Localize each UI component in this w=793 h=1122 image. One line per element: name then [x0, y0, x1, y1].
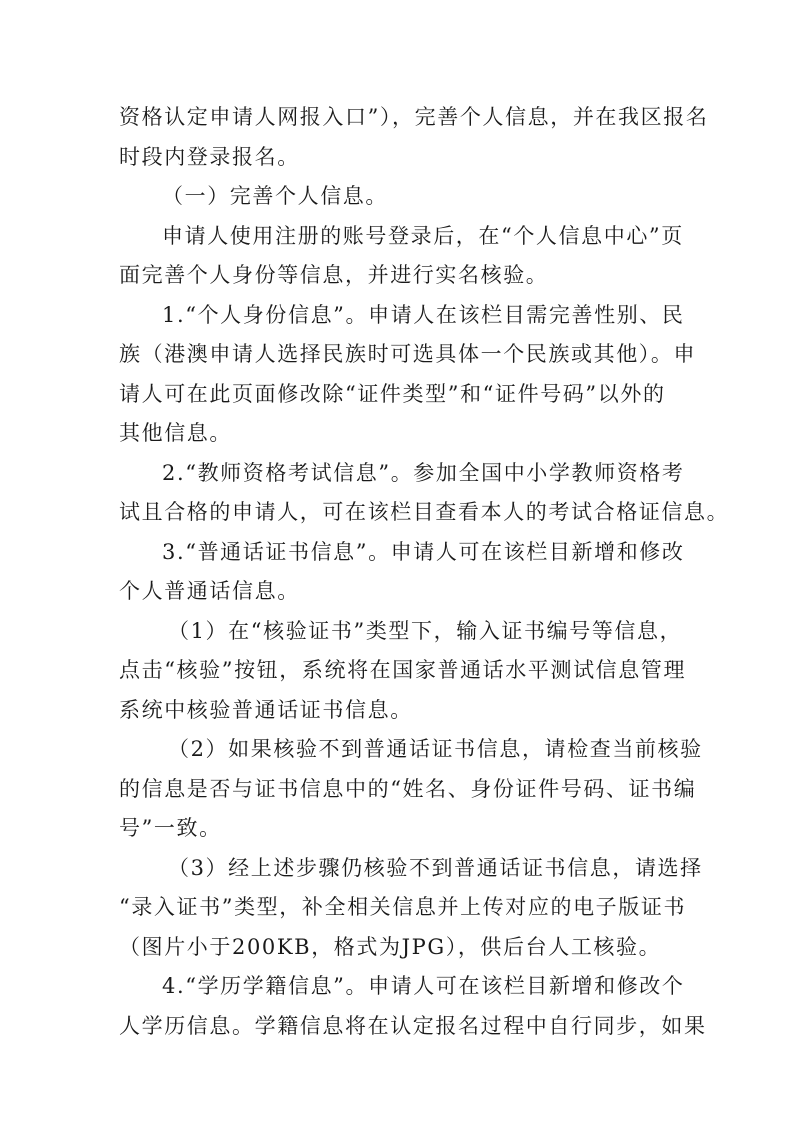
- list-item-text: 2.“教师资格考试信息”。参加全国中小学教师资格考: [162, 461, 685, 485]
- body-text-line: 点击“核验”按钮，系统将在国家普通话水平测试信息管理: [119, 658, 687, 682]
- body-text-line: 系统中核验普通话证书信息。: [119, 698, 413, 722]
- list-item-text: 1.“个人身份信息”。申请人在该栏目需完善性别、民: [162, 303, 685, 327]
- list-item-text: 3.“普通话证书信息”。申请人可在该栏目新增和修改: [162, 540, 685, 564]
- section-heading: （一）完善个人信息。: [162, 184, 388, 208]
- body-text-line: 其他信息。: [119, 421, 232, 445]
- body-text-line: 时段内登录报名。: [119, 145, 300, 169]
- body-text-line: 号”一致。: [119, 816, 222, 840]
- body-text-line: 资格认定申请人网报入口”），完善个人信息，并在我区报名: [119, 105, 709, 129]
- body-text-line: 申请人使用注册的账号登录后，在“个人信息中心”页: [162, 224, 684, 248]
- body-text-line: 请人可在此页面修改除“证件类型”和“证件号码”以外的: [119, 382, 666, 406]
- body-text-line: 个人普通话信息。: [119, 579, 300, 603]
- body-text-line: 族（港澳申请人选择民族时可选具体一个民族或其他）。申: [119, 342, 697, 366]
- body-text-line: 的信息是否与证书信息中的“姓名、身份证件号码、证书编: [119, 777, 697, 801]
- body-text-line: 试且合格的申请人，可在该栏目查看本人的考试合格证信息。: [119, 500, 730, 524]
- body-text-line: （图片小于200KB，格式为JPG），供后台人工核验。: [119, 935, 662, 959]
- body-text-line: “录入证书”类型，补全相关信息并上传对应的电子版证书: [119, 895, 687, 919]
- list-item-text: 4.“学历学籍信息”。申请人可在该栏目新增和修改个: [162, 974, 685, 998]
- sub-item-text: （2）如果核验不到普通话证书信息，请检查当前核验: [168, 737, 703, 761]
- sub-item-text: （1）在“核验证书”类型下，输入证书编号等信息，: [168, 619, 683, 643]
- sub-item-text: （3）经上述步骤仍核验不到普通话证书信息，请选择: [168, 856, 703, 880]
- body-text-line: 面完善个人身份等信息，并进行实名核验。: [119, 263, 549, 287]
- body-text-line: 人学历信息。学籍信息将在认定报名过程中自行同步，如果: [119, 1014, 707, 1038]
